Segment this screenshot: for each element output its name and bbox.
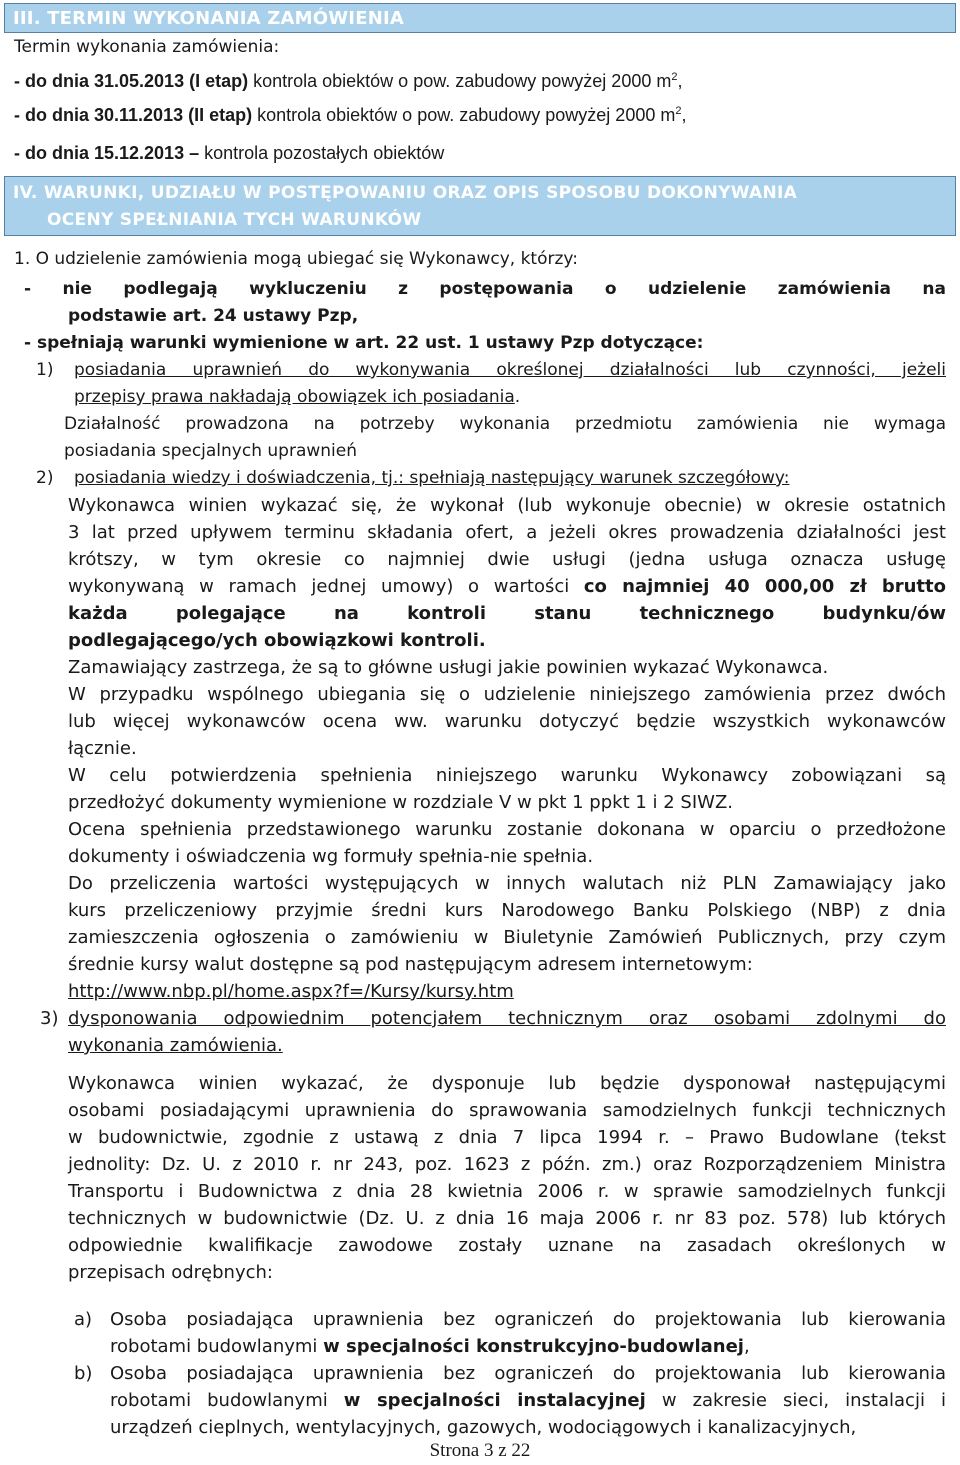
evaluation-line-1: Ocena spełnienia przedstawionego warunku zostanie dokonana w oparciu o przedłożone (68, 819, 946, 840)
joint-line-3: łącznie. (68, 738, 137, 759)
item-1-number: 1) (36, 360, 54, 380)
reservation-line: Zamawiający zastrzega, że są to główne usługi jakie powinien wykazać Wykonawca. (68, 657, 829, 678)
item-b-line-3: urządzeń cieplnych, wentylacyjnych, gazowych, wodociągowych i kanalizacyjnych, (110, 1417, 857, 1438)
dash-1b: podstawie art. 24 ustawy Pzp, (68, 306, 359, 326)
persons-line-6: technicznych w budownictwie (Dz. U. z dnia 16 maja 2006 r. nr 83 poz. 578) lub których (68, 1208, 946, 1229)
term-intro: Termin wykonania zamówienia: (14, 37, 280, 57)
persons-line-3: w budownictwie, zgodnie z ustawą z dnia 7 lipca 1994 r. – Prawo Budowlane (tekst (68, 1127, 946, 1148)
persons-line-8: przepisach odrębnych: (68, 1262, 273, 1283)
section-iv-title-2: OCENY SPEŁNIANIA TYCH WARUNKÓW (47, 210, 422, 230)
item-b-line-1: Osoba posiadająca uprawnienia bez ograniczeń do projektowania lub kierowania (110, 1363, 946, 1384)
item-a-line-1: Osoba posiadająca uprawnienia bez ograniczeń do projektowania lub kierowania (110, 1309, 946, 1330)
joint-line-2: lub więcej wykonawców ocena ww. warunku dotyczyć będzie wszystkich wykonawców (68, 711, 946, 732)
persons-line-7: odpowiednie kwalifikacje zawodowe zostały uznane na zasadach określonych w (68, 1235, 946, 1256)
currency-line-3: zamieszczenia ogłoszenia o zamówieniu w Biuletynie Zamówień Publicznych, przy czym (68, 927, 946, 948)
confirm-line-1: W celu potwierdzenia spełnienia niniejszego warunku Wykonawcy zobowiązani są (68, 765, 946, 786)
term-line-2: - do dnia 30.11.2013 (II etap) kontrola obiektów o pow. zabudowy powyżej 2000 $m^2$, (14, 105, 687, 125)
condition-line-6: podlegającego/ych obowiązkowi kontroli. (68, 630, 486, 651)
item-2-number: 2) (36, 468, 54, 488)
nbp-link[interactable]: http://www.nbp.pl/home.aspx?f=/Kursy/kursy.htm (68, 981, 514, 1002)
section-iii-header (4, 3, 956, 33)
item-b-number: b) (74, 1363, 93, 1384)
item-a-line-2: robotami budowlanymi w specjalności konstrukcyjno-budowlanej, (110, 1336, 750, 1357)
item-a-number: a) (74, 1309, 93, 1330)
item-3-number: 3) (40, 1008, 59, 1029)
item-2-line-a: posiadania wiedzy i doświadczenia, tj.: spełniają następujący warunek szczegółowy: (74, 468, 790, 488)
condition-line-5: każda polegające na kontroli stanu technicznego budynku/ów (68, 603, 946, 624)
condition-line-1: Wykonawca winien wykazać się, że wykonał (lub wykonuje obecnie) w okresie ostatnich (68, 495, 946, 516)
item-1-line-d: posiadania specjalnych uprawnień (64, 441, 358, 461)
item-1-line-c: Działalność prowadzona na potrzeby wykonania przedmiotu zamówienia nie wymaga (64, 414, 946, 434)
term-line-1: - do dnia 31.05.2013 (I etap) kontrola obiektów o pow. zabudowy powyżej 2000 $m^2$, (14, 71, 683, 91)
currency-line-1: Do przeliczenia wartości występujących w innych walutach niż PLN Zamawiający jako (68, 873, 946, 894)
section-iii-title: III. TERMIN WYKONANIA ZAMÓWIENIA (13, 8, 404, 29)
item-3-line-b: wykonania zamówienia. (68, 1035, 283, 1056)
point-1: 1. O udzielenie zamówienia mogą ubiegać się Wykonawcy, którzy: (14, 249, 578, 269)
item-1-line-b: przepisy prawa nakładają obowiązek ich posiadania. (74, 387, 521, 407)
page-footer: Strona 3 z 22 (429, 1440, 531, 1461)
joint-line-1: W przypadku wspólnego ubiegania się o udzielenie niniejszego zamówienia przez dwóch (68, 684, 946, 705)
item-1-line-a: posiadania uprawnień do wykonywania określonej działalności lub czynności, jeżeli (74, 360, 946, 380)
item-3-line-a: dysponowania odpowiednim potencjałem technicznym oraz osobami zdolnymi do (68, 1008, 946, 1029)
persons-line-2: osobami posiadającymi uprawnienia do sprawowania samodzielnych funkcji technicznych (68, 1100, 946, 1121)
evaluation-line-2: dokumenty i oświadczenia wg formuły spełnia-nie spełnia. (68, 846, 594, 867)
condition-line-4: wykonywaną w ramach jednej umowy) o wartości co najmniej 40 000,00 zł brutto (68, 576, 946, 597)
condition-line-3: krótszy, w tym okresie co najmniej dwie usługi (jedna usługa oznacza usługę (68, 549, 946, 570)
currency-line-2: kurs przeliczeniowy przyjmie średni kurs Narodowego Banku Polskiego (NBP) z dnia (68, 900, 946, 921)
persons-line-5: Transportu i Budownictwa z dnia 28 kwietnia 2006 r. w sprawie samodzielnych funkcji (68, 1181, 946, 1202)
section-iv-header (4, 176, 956, 236)
item-b-line-2: robotami budowlanymi w specjalności instalacyjnej w zakresie sieci, instalacji i (110, 1390, 946, 1411)
section-iv-title-1: IV. WARUNKI, UDZIAŁU W POSTĘPOWANIU ORAZ OPIS SPOSOBU DOKONYWANIA (13, 183, 798, 203)
term-line-3: - do dnia 15.12.2013 – kontrola pozostałych obiektów (14, 143, 445, 163)
condition-line-2: 3 lat przed upływem terminu składania ofert, a jeżeli okres prowadzenia działalności jest (68, 522, 946, 543)
persons-line-1: Wykonawca winien wykazać, że dysponuje lub będzie dysponował następującymi (68, 1073, 946, 1094)
dash-1a: - nie podlegają wykluczeniu z postępowania o udzielenie zamówienia na (24, 279, 946, 299)
persons-line-4: jednolity: Dz. U. z 2010 r. nr 243, poz. 1623 z późn. zm.) oraz Rozporządzeniem Ministra (68, 1154, 946, 1175)
confirm-line-2: przedłożyć dokumenty wymienione w rozdziale V w pkt 1 ppkt 1 i 2 SIWZ. (68, 792, 733, 813)
dash-2a: - spełniają warunki wymienione w art. 22 ust. 1 ustawy Pzp dotyczące: (24, 333, 704, 353)
currency-line-4: średnie kursy walut dostępne są pod następującym adresem internetowym: (68, 954, 753, 975)
